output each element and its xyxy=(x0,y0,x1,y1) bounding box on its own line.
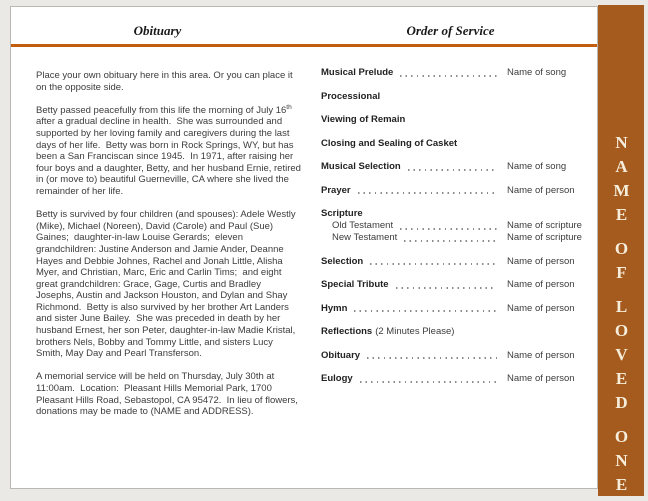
service-row-processional xyxy=(321,91,591,103)
service-value: Name of song xyxy=(507,67,567,78)
dot-leader xyxy=(400,228,497,230)
program-page xyxy=(10,6,598,489)
service-row-old-testament xyxy=(321,220,591,232)
service-value: Name of person xyxy=(507,349,575,361)
banner-word: LOVED xyxy=(612,297,631,417)
obituary-paragraph: A memorial service will be held on Thursday, July 30th at 11:00am. Location: Pleasant Hills Memorial Park, 1700 Pleasant Hills Road, Sebastopol, CA 95472. In lieu of flowers, donations may be made to (NAME and ADDRESS). xyxy=(36,371,301,418)
dot-leader xyxy=(370,263,497,265)
service-label: Processional xyxy=(321,90,381,102)
dot-leader xyxy=(360,381,497,383)
service-label: Closing and Sealing of Casket xyxy=(321,137,458,149)
service-label: Prayer xyxy=(321,184,351,196)
service-value: Name of person xyxy=(507,279,575,290)
service-value: Name of person xyxy=(507,255,575,267)
obituary-heading: Obituary xyxy=(133,23,182,38)
dot-leader xyxy=(408,169,497,171)
dot-leader xyxy=(400,75,497,77)
service-row-viewing-of-remain xyxy=(321,114,591,126)
service-row-special-tribute xyxy=(321,279,591,291)
service-value: Name of person xyxy=(507,184,575,196)
service-row-prayer xyxy=(321,185,591,197)
service-label: Musical Prelude xyxy=(321,67,394,78)
service-row-obituary xyxy=(321,350,591,362)
service-row-new-testament xyxy=(321,232,591,244)
service-value: Name of person xyxy=(507,302,575,314)
service-row-selection xyxy=(321,256,591,268)
service-row-musical-prelude xyxy=(321,67,591,79)
service-label: Reflections xyxy=(321,326,373,337)
service-label: Musical Selection xyxy=(321,161,401,172)
order-of-service-section xyxy=(305,47,597,488)
dot-leader xyxy=(396,287,497,289)
order-of-service-heading: Order of Service xyxy=(406,23,495,38)
service-note: (2 Minutes Please) xyxy=(375,326,455,337)
service-row-scripture xyxy=(321,208,591,220)
service-row-hymn xyxy=(321,303,591,315)
page-header xyxy=(11,7,597,44)
dot-leader xyxy=(358,192,497,194)
side-banner xyxy=(598,5,644,499)
service-label: Viewing of Remain xyxy=(321,114,406,125)
service-value: Name of scripture xyxy=(507,232,582,243)
service-label: Hymn xyxy=(321,302,348,314)
obituary-paragraph: Place your own obituary here in this area. Or you can place it on the opposite side. xyxy=(36,70,296,93)
service-label: Old Testament xyxy=(332,220,394,231)
obituary-section xyxy=(11,47,305,488)
service-row-eulogy xyxy=(321,373,591,385)
dot-leader xyxy=(404,240,497,242)
service-row-closing-casket xyxy=(321,138,591,150)
ordinal-superscript: th xyxy=(286,103,292,111)
service-value: Name of person xyxy=(507,373,575,384)
banner-word: NAME xyxy=(612,133,631,229)
service-label: Obituary xyxy=(321,349,361,361)
service-row-musical-selection xyxy=(321,161,591,173)
page-body xyxy=(11,47,597,488)
service-value: Name of scripture xyxy=(507,220,582,231)
dot-leader xyxy=(354,310,497,312)
service-label: Selection xyxy=(321,255,364,267)
banner-word: OF xyxy=(612,239,631,287)
service-row-reflections xyxy=(321,326,591,338)
banner-word: ONE xyxy=(612,427,631,499)
obituary-paragraph: Betty passed peacefully from this life the morning of July 16th after a gradual decline in health. She was surrounded and supported by her loving family and caregivers during the last days of her life. Betty was born in Rock Springs, WY, but has been a San Franciscan since 1945. In 1971, after raising her four boys and a daughter, Betty, and her husband Ernie, retired in (or move to) beautiful Guerneville, CA where she lived the remainder of her life. xyxy=(36,103,304,197)
service-label: Special Tribute xyxy=(321,279,389,290)
obituary-paragraph: Betty is survived by four children (and spouses): Adele Westly (Mike), Michael (Noreen), David (Carole) and Paul (Sue) Gaines; daughter-in-law Louise Gerards; eleven grandchildren: Justine Anderson and Jamie Ander, Deanne Hayes and Debbie Johnes, Rachel and Jonah Little, Alisha Myer, and Christian, Marc, Eric and Carlin Tims; and eight great grandchildren: Grace, Gage, Curtis and Bradley Josephs, Austin and Jackson Houston, and Dylan and Shay Richmond. Betty is also survived by her brother Art Landers and sister June Bailey. She was preceded in death by her husband Ernest, her son Peter, daughter-in-law Madie Kristal, brothers Nels, Bobby and Tommy Little, and sisters Lucy Smith, May Day and Pearl Transferson. xyxy=(36,209,299,360)
service-value: Name of song xyxy=(507,161,567,172)
service-label: New Testament xyxy=(332,232,398,243)
service-label: Eulogy xyxy=(321,373,353,384)
service-label: Scripture xyxy=(321,208,363,219)
dot-leader xyxy=(367,357,497,359)
